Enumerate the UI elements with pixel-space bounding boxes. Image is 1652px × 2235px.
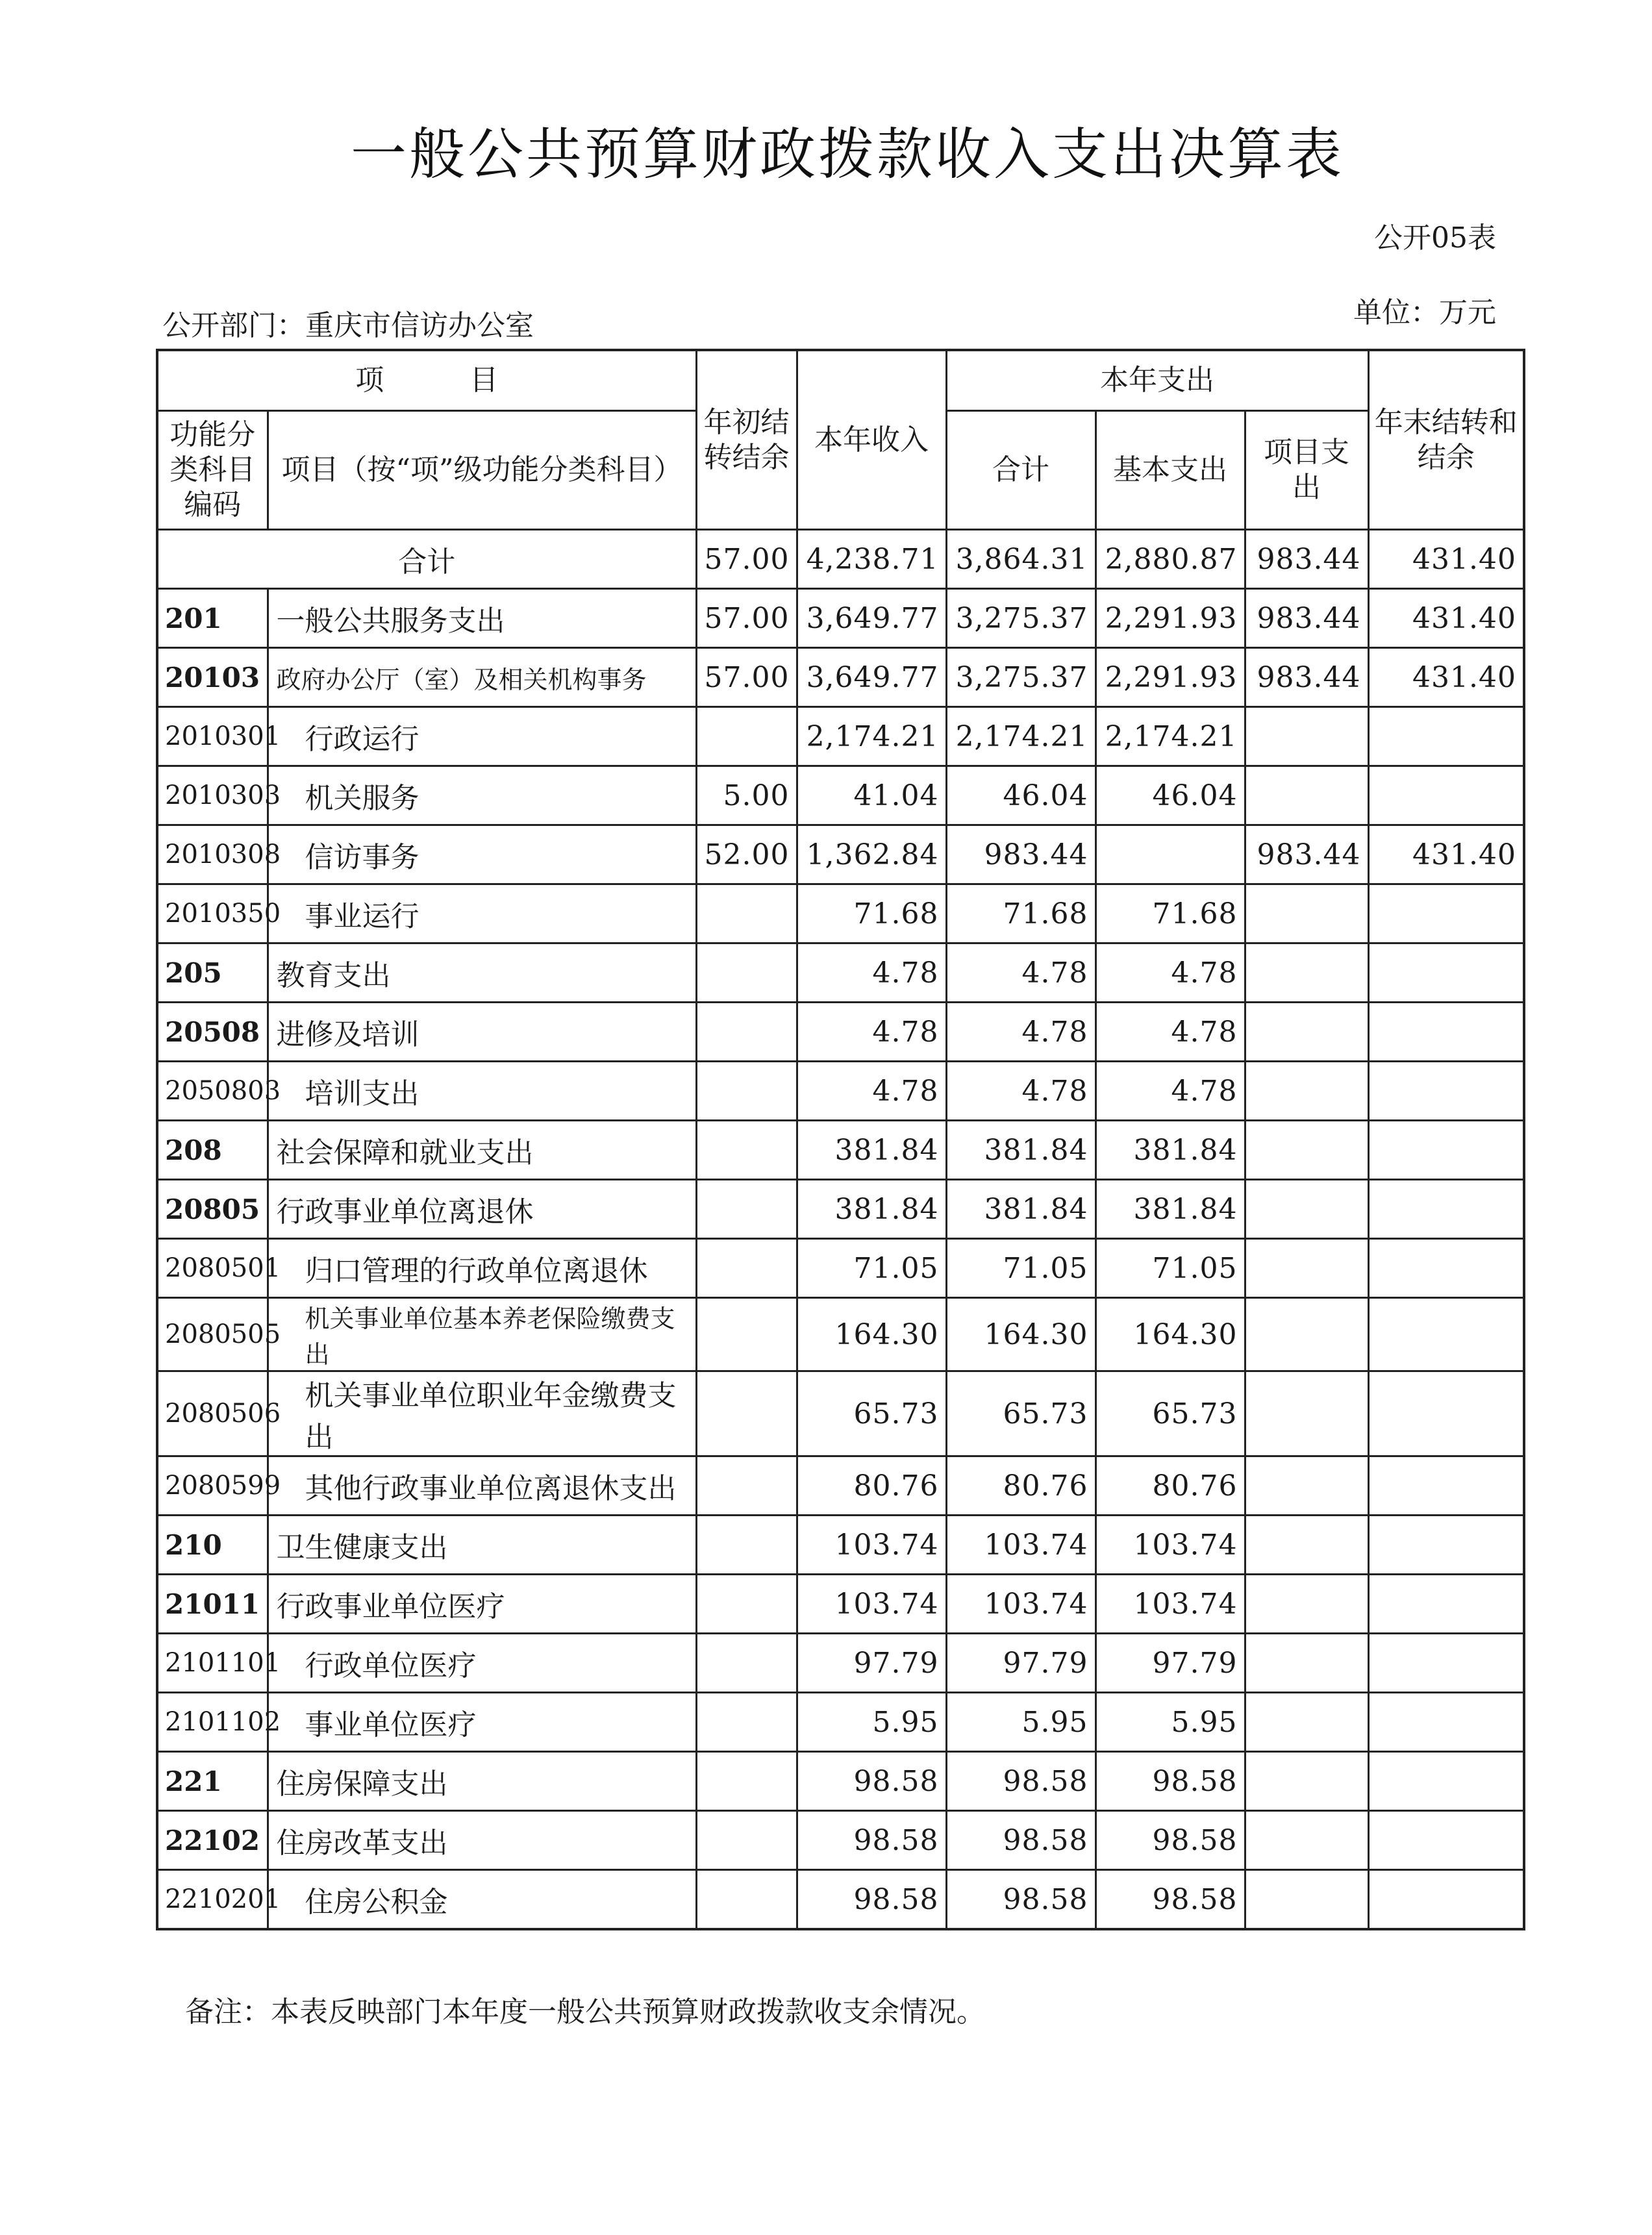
table-row [157,884,1524,943]
cell-expense-project [1245,884,1368,943]
cell-expense-basic: 381.84 [1095,1180,1245,1239]
cell-opening: 57.00 [696,648,797,707]
cell-expense-project: 983.44 [1245,825,1368,884]
table-row [157,1456,1524,1516]
cell-closing [1368,1062,1524,1121]
cell-expense-basic: 98.58 [1095,1870,1245,1930]
cell-name: 行政单位医疗 [268,1634,696,1693]
cell-closing [1368,1456,1524,1516]
cell-expense-project [1245,1811,1368,1870]
cell-expense-project [1245,766,1368,825]
cell-name: 事业单位医疗 [268,1693,696,1752]
cell-name: 行政事业单位医疗 [268,1575,696,1634]
cell-expense-project [1245,1180,1368,1239]
cell-name: 教育支出 [268,943,696,1003]
cell-name: 事业运行 [268,884,696,943]
cell-opening: 57.00 [696,589,797,648]
cell-income: 98.58 [797,1811,946,1870]
cell-expense-total: 2,174.21 [946,707,1095,766]
cell-opening [696,1371,797,1456]
table-row [157,1180,1524,1239]
table-row [157,825,1524,884]
cell-expense-project [1245,1575,1368,1634]
total-income: 4,238.71 [797,530,946,589]
cell-expense-total: 3,275.37 [946,589,1095,648]
cell-expense-basic: 4.78 [1095,1003,1245,1062]
cell-expense-basic: 103.74 [1095,1516,1245,1575]
table-row [157,766,1524,825]
cell-expense-project [1245,707,1368,766]
cell-opening [696,1239,797,1298]
cell-name: 行政运行 [268,707,696,766]
cell-income: 80.76 [797,1456,946,1516]
cell-closing [1368,943,1524,1003]
cell-opening [696,1121,797,1180]
cell-opening [696,943,797,1003]
cell-opening [696,1456,797,1516]
cell-name: 卫生健康支出 [268,1516,696,1575]
cell-expense-basic: 4.78 [1095,1062,1245,1121]
cell-code: 20508 [157,1003,268,1062]
cell-closing [1368,766,1524,825]
cell-expense-total: 381.84 [946,1121,1095,1180]
cell-code: 2010303 [157,766,268,825]
table-row [157,648,1524,707]
cell-expense-basic: 103.74 [1095,1575,1245,1634]
cell-closing [1368,1121,1524,1180]
document-title: 一般公共预算财政拨款收入支出决算表 [351,122,1344,187]
header-expense-group: 本年支出 [946,350,1368,411]
cell-expense-total: 164.30 [946,1298,1095,1371]
cell-closing [1368,884,1524,943]
table-row [157,1371,1524,1456]
cell-name: 机关服务 [268,766,696,825]
cell-name: 政府办公厅（室）及相关机构事务 [268,648,696,707]
cell-opening [696,1180,797,1239]
cell-income: 103.74 [797,1575,946,1634]
table-row [157,943,1524,1003]
cell-closing [1368,1870,1524,1930]
cell-closing [1368,1371,1524,1456]
total-closing: 431.40 [1368,530,1524,589]
table-row [157,1575,1524,1634]
cell-income: 98.58 [797,1752,946,1811]
cell-expense-basic: 71.68 [1095,884,1245,943]
table-row [157,589,1524,648]
cell-income: 5.95 [797,1693,946,1752]
cell-closing [1368,707,1524,766]
cell-expense-project [1245,943,1368,1003]
cell-expense-project [1245,1298,1368,1371]
cell-closing [1368,1516,1524,1575]
cell-expense-total: 103.74 [946,1575,1095,1634]
cell-income: 381.84 [797,1180,946,1239]
cell-income: 97.79 [797,1634,946,1693]
cell-expense-total: 71.05 [946,1239,1095,1298]
cell-income: 2,174.21 [797,707,946,766]
cell-name: 住房保障支出 [268,1752,696,1811]
cell-closing [1368,1180,1524,1239]
cell-expense-project [1245,1752,1368,1811]
header-income: 本年收入 [797,350,946,530]
header-name: 项目（按“项”级功能分类科目） [268,411,696,530]
cell-closing [1368,1811,1524,1870]
cell-closing [1368,1634,1524,1693]
cell-opening [696,1811,797,1870]
cell-income: 4.78 [797,1062,946,1121]
cell-expense-basic: 97.79 [1095,1634,1245,1693]
cell-name: 信访事务 [268,825,696,884]
cell-opening [696,884,797,943]
cell-expense-project: 983.44 [1245,589,1368,648]
cell-income: 3,649.77 [797,648,946,707]
cell-opening [696,1003,797,1062]
cell-opening [696,1062,797,1121]
cell-expense-basic: 71.05 [1095,1239,1245,1298]
cell-name: 机关事业单位职业年金缴费支出 [268,1371,696,1456]
cell-expense-basic: 80.76 [1095,1456,1245,1516]
cell-expense-basic: 98.58 [1095,1752,1245,1811]
cell-expense-basic: 381.84 [1095,1121,1245,1180]
cell-income: 71.68 [797,884,946,943]
cell-closing: 431.40 [1368,825,1524,884]
cell-name: 一般公共服务支出 [268,589,696,648]
cell-name: 其他行政事业单位离退休支出 [268,1456,696,1516]
cell-income: 103.74 [797,1516,946,1575]
table-row [157,1298,1524,1371]
table-row [157,1634,1524,1693]
cell-code: 2080505 [157,1298,268,1371]
cell-code: 20103 [157,648,268,707]
cell-expense-total: 4.78 [946,943,1095,1003]
cell-code: 205 [157,943,268,1003]
cell-code: 221 [157,1752,268,1811]
total-label: 合计 [157,530,696,589]
cell-opening: 52.00 [696,825,797,884]
total-expense-total: 3,864.31 [946,530,1095,589]
cell-opening [696,707,797,766]
cell-opening [696,1298,797,1371]
cell-income: 98.58 [797,1870,946,1930]
table-row [157,707,1524,766]
cell-code: 2050803 [157,1062,268,1121]
cell-expense-total: 65.73 [946,1371,1095,1456]
cell-opening [696,1516,797,1575]
budget-table [156,349,1525,1930]
table-row [157,1062,1524,1121]
cell-code: 2080506 [157,1371,268,1456]
cell-expense-project [1245,1062,1368,1121]
cell-expense-total: 103.74 [946,1516,1095,1575]
cell-expense-total: 983.44 [946,825,1095,884]
footnote: 备注：本表反映部门本年度一般公共预算财政拨款收支余情况。 [185,1995,985,2029]
cell-code: 2101102 [157,1693,268,1752]
cell-name: 机关事业单位基本养老保险缴费支出 [268,1298,696,1371]
table-row [157,1811,1524,1870]
cell-closing [1368,1752,1524,1811]
cell-closing [1368,1239,1524,1298]
cell-code: 210 [157,1516,268,1575]
header-expense-project: 项目支出 [1245,411,1368,530]
total-expense-project: 983.44 [1245,530,1368,589]
cell-income: 1,362.84 [797,825,946,884]
cell-opening [696,1634,797,1693]
table-body [157,530,1524,1930]
cell-name: 进修及培训 [268,1003,696,1062]
table-row [157,1239,1524,1298]
header-expense-total: 合计 [946,411,1095,530]
header-opening: 年初结转结余 [696,350,797,530]
cell-code: 2010308 [157,825,268,884]
cell-expense-project [1245,1870,1368,1930]
cell-code: 2210201 [157,1870,268,1930]
cell-expense-basic: 5.95 [1095,1693,1245,1752]
cell-opening [696,1870,797,1930]
cell-expense-total: 4.78 [946,1003,1095,1062]
cell-expense-project [1245,1456,1368,1516]
cell-code: 2101101 [157,1634,268,1693]
cell-expense-basic: 2,174.21 [1095,707,1245,766]
cell-income: 3,649.77 [797,589,946,648]
cell-expense-project [1245,1634,1368,1693]
cell-name: 培训支出 [268,1062,696,1121]
cell-expense-total: 4.78 [946,1062,1095,1121]
cell-name: 住房公积金 [268,1870,696,1930]
cell-name: 住房改革支出 [268,1811,696,1870]
total-row [157,530,1524,589]
cell-expense-project [1245,1371,1368,1456]
cell-opening: 5.00 [696,766,797,825]
unit-label: 单位：万元 [1353,296,1496,329]
cell-expense-basic: 65.73 [1095,1371,1245,1456]
table-row [157,1516,1524,1575]
cell-expense-total: 381.84 [946,1180,1095,1239]
cell-expense-project [1245,1516,1368,1575]
cell-code: 201 [157,589,268,648]
cell-expense-total: 80.76 [946,1456,1095,1516]
header-closing: 年末结转和结余 [1368,350,1524,530]
cell-expense-basic: 2,291.93 [1095,589,1245,648]
header-code: 功能分类科目编码 [157,411,268,530]
header-project: 项 目 [157,350,696,411]
table-row [157,1752,1524,1811]
cell-income: 41.04 [797,766,946,825]
table-row [157,1121,1524,1180]
cell-code: 20805 [157,1180,268,1239]
total-expense-basic: 2,880.87 [1095,530,1245,589]
cell-opening [696,1693,797,1752]
cell-expense-total: 98.58 [946,1870,1095,1930]
cell-income: 164.30 [797,1298,946,1371]
cell-expense-basic: 98.58 [1095,1811,1245,1870]
cell-expense-total: 46.04 [946,766,1095,825]
cell-closing: 431.40 [1368,589,1524,648]
cell-code: 21011 [157,1575,268,1634]
table-row [157,1003,1524,1062]
cell-closing [1368,1003,1524,1062]
cell-code: 2010301 [157,707,268,766]
cell-expense-project: 983.44 [1245,648,1368,707]
cell-code: 208 [157,1121,268,1180]
table-row [157,1870,1524,1930]
cell-closing [1368,1575,1524,1634]
cell-expense-basic: 4.78 [1095,943,1245,1003]
cell-closing [1368,1298,1524,1371]
table-row [157,1693,1524,1752]
cell-expense-total: 98.58 [946,1752,1095,1811]
cell-opening [696,1752,797,1811]
department-label: 公开部门：重庆市信访办公室 [162,309,534,342]
cell-expense-total: 97.79 [946,1634,1095,1693]
cell-income: 4.78 [797,943,946,1003]
cell-expense-basic [1095,825,1245,884]
cell-closing: 431.40 [1368,648,1524,707]
cell-expense-total: 5.95 [946,1693,1095,1752]
cell-expense-basic: 46.04 [1095,766,1245,825]
cell-expense-total: 3,275.37 [946,648,1095,707]
cell-closing [1368,1693,1524,1752]
cell-code: 2080599 [157,1456,268,1516]
cell-income: 65.73 [797,1371,946,1456]
cell-expense-project [1245,1693,1368,1752]
table-code: 公开05表 [1374,221,1496,255]
cell-code: 22102 [157,1811,268,1870]
cell-income: 71.05 [797,1239,946,1298]
cell-code: 2010350 [157,884,268,943]
cell-income: 381.84 [797,1121,946,1180]
cell-expense-total: 71.68 [946,884,1095,943]
total-opening: 57.00 [696,530,797,589]
cell-expense-project [1245,1239,1368,1298]
header-expense-basic: 基本支出 [1095,411,1245,530]
cell-expense-basic: 2,291.93 [1095,648,1245,707]
cell-name: 归口管理的行政单位离退休 [268,1239,696,1298]
cell-expense-project [1245,1003,1368,1062]
cell-expense-project [1245,1121,1368,1180]
cell-income: 4.78 [797,1003,946,1062]
cell-name: 行政事业单位离退休 [268,1180,696,1239]
cell-name: 社会保障和就业支出 [268,1121,696,1180]
cell-code: 2080501 [157,1239,268,1298]
cell-opening [696,1575,797,1634]
cell-expense-basic: 164.30 [1095,1298,1245,1371]
cell-expense-total: 98.58 [946,1811,1095,1870]
